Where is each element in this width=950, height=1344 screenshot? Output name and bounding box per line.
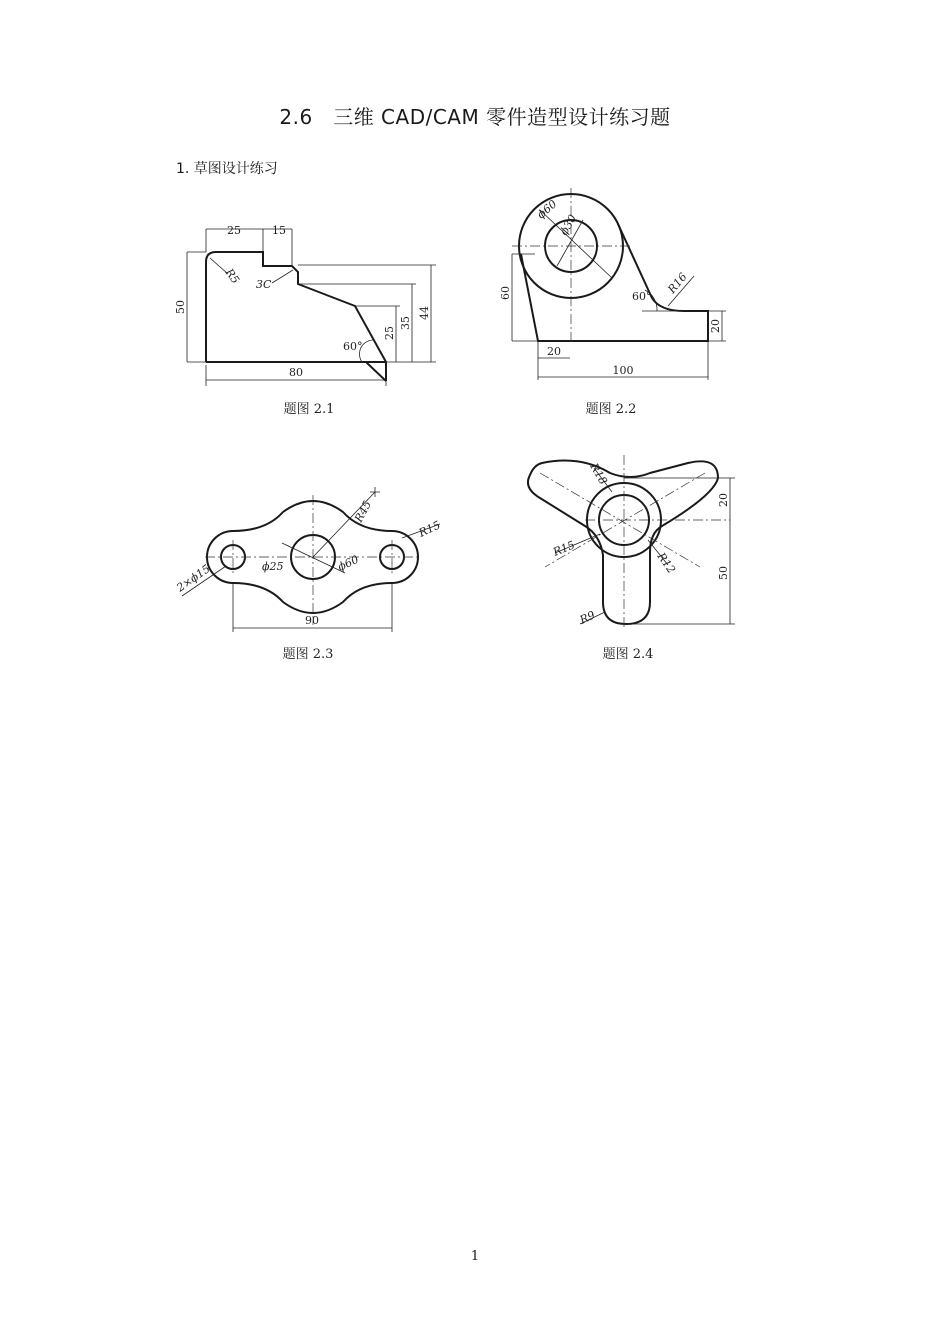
fig2-dim-20-vertical: 20: [709, 319, 722, 333]
fig3-centerlines: [205, 495, 420, 625]
fig4-caption: 题图 2.4: [602, 647, 654, 662]
page-title: 2.6 三维 CAD/CAM 零件造型设计练习题: [279, 105, 671, 129]
fig3-dim-holes: 2×ϕ15: [174, 562, 213, 595]
fig3-r45-leader: [313, 487, 380, 557]
fig1-caption: 题图 2.1: [283, 402, 335, 417]
fig1-dim-25-vertical: 25: [383, 326, 396, 340]
fig4-dim-r9: R9: [577, 608, 598, 627]
figure-2-3: [173, 487, 442, 662]
fig1-dim-15: 15: [272, 224, 286, 237]
fig2-dim-100: 100: [612, 364, 634, 377]
fig2-dim-60: 60: [499, 286, 512, 300]
fig1-dim-80: 80: [289, 366, 303, 379]
fig1-dim-3c: 3C: [256, 278, 272, 291]
fig1-dim-44: 44: [418, 306, 431, 320]
fig2-dim-20-horizontal: 20: [547, 345, 561, 358]
figure-2-2: [499, 188, 726, 417]
figure-2-1: [174, 224, 436, 417]
fig3-caption: 题图 2.3: [282, 647, 334, 662]
fig4-dim-50: 50: [717, 566, 730, 580]
section-heading: 1. 草图设计练习: [176, 161, 278, 177]
fig4-dim-r18: R18: [587, 461, 610, 487]
fig3-dim-r15: R15: [416, 518, 443, 540]
fig2-dim-phi60: ϕ60: [534, 197, 560, 222]
fig1-dim-35: 35: [399, 316, 412, 330]
fig2-angle-60: 60°: [632, 290, 652, 303]
page-number: 1: [470, 1249, 480, 1264]
fig3-dim-phi25: ϕ25: [262, 560, 284, 573]
fig2-dim-phi30: ϕ30: [557, 212, 580, 238]
fig2-dim60-line: [512, 254, 538, 341]
fig2-centerlines: [512, 188, 632, 345]
fig3-dim-phi60: ϕ60: [335, 552, 361, 574]
fig1-dim-50: 50: [174, 300, 187, 314]
fig1-dim44-line: [298, 265, 436, 362]
figure-2-4: [528, 455, 735, 662]
fig1-dim-25: 25: [227, 224, 241, 237]
fig1-3c-leader: [272, 270, 293, 283]
fig4-dim-r15: R15: [551, 538, 577, 559]
fig1-dim-r5: R5: [222, 266, 242, 287]
fig1-left-dimline: [187, 252, 206, 362]
fig2-dim-r16: R16: [665, 270, 690, 296]
fig4-outline: [528, 461, 718, 624]
fig3-dim-r45: R45: [352, 498, 375, 525]
fig3-dim-90: 90: [305, 614, 319, 627]
fig2-caption: 题图 2.2: [585, 402, 637, 417]
fig4-dim-r12: R12: [654, 550, 678, 576]
fig1-angle-60: 60°: [343, 340, 363, 353]
fig4-dim-20: 20: [717, 493, 730, 507]
